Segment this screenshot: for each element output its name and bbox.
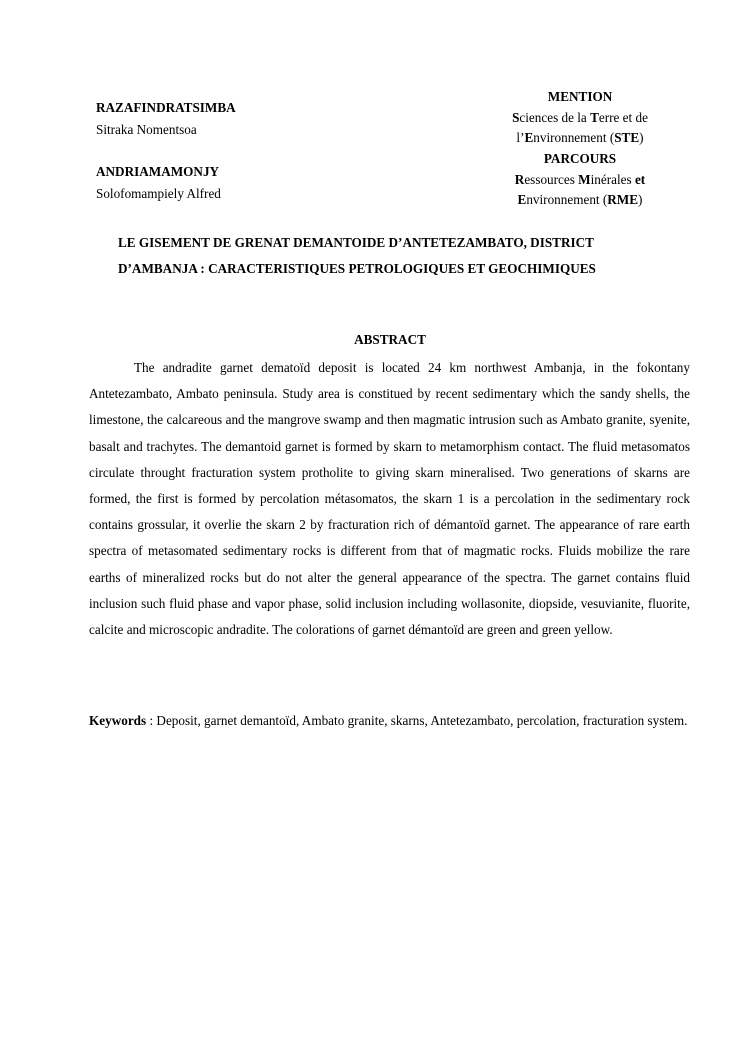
parcours-line-1: Ressources Minérales et <box>514 172 646 187</box>
mention-line-1: Sciences de la Terre et de <box>512 110 648 125</box>
mention-block <box>490 86 670 210</box>
keywords-text: : Deposit, garnet demantoïd, Ambato granite, skarns, Antetezambato, percolation, fracturation system. <box>146 713 688 728</box>
mention-line-2: l’Environnement (STE) <box>516 130 644 145</box>
parcours-heading: PARCOURS <box>543 151 617 166</box>
keywords-label: Keywords <box>89 713 147 728</box>
author-surname: ANDRIAMAMONJY <box>96 164 220 179</box>
author-list <box>96 97 396 205</box>
author-given-name: Sitraka Nomentsoa <box>96 122 197 137</box>
keywords-paragraph <box>89 708 690 734</box>
author-surname: RAZAFINDRATSIMBA <box>96 100 236 115</box>
parcours-line-2: Environnement (RME) <box>517 192 643 207</box>
abstract-heading: ABSTRACT <box>354 332 426 347</box>
mention-heading: MENTION <box>547 89 613 104</box>
title-line-1: LE GISEMENT DE GRENAT DEMANTOIDE D’ANTETEZAMBATO, DISTRICT <box>118 235 594 250</box>
title-line-2: D’AMBANJA : CARACTERISTIQUES PETROLOGIQUES ET GEOCHIMIQUES <box>118 261 596 276</box>
author-given-name: Solofomampiely Alfred <box>96 186 221 201</box>
document-title <box>118 230 663 282</box>
abstract-body: The andradite garnet dematoïd deposit is located 24 km northwest Ambanja, in the fokontany Antetezambato, Ambato peninsula. Study area is constitued by recent sedimentary which the sandy shells, the limestone, the calcareous and the mangrove swamp and then magmatic intrusion such as Ambato granite, syenite, basalt and trachytes. The demantoid garnet is formed by skarn to metamorphism contact. The fluid metasomatos circulate throught fracturation system protholite to giving skarn mineralised. Two generations of skarns are formed, the first is formed by percolation métasomatos, the skarn 1 is a percolation in the sedimentary rock contains grossular, it overlie the skarn 2 by fracturation rich of démantoïd garnet. The appearance of rare earth spectra of metasomated sedimentary rocks is different from that of magmatic rocks. Fluids mobilize the rare earths of mineralized rocks but do not alter the general appearance of the spectra. The garnet contains fluid inclusion such fluid phase and vapor phase, solid inclusion including wollasonite, diopside, vesuvianite, fluorite, calcite and microscopic andradite. The colorations of garnet démantoïd are green and green yellow. <box>89 360 690 638</box>
